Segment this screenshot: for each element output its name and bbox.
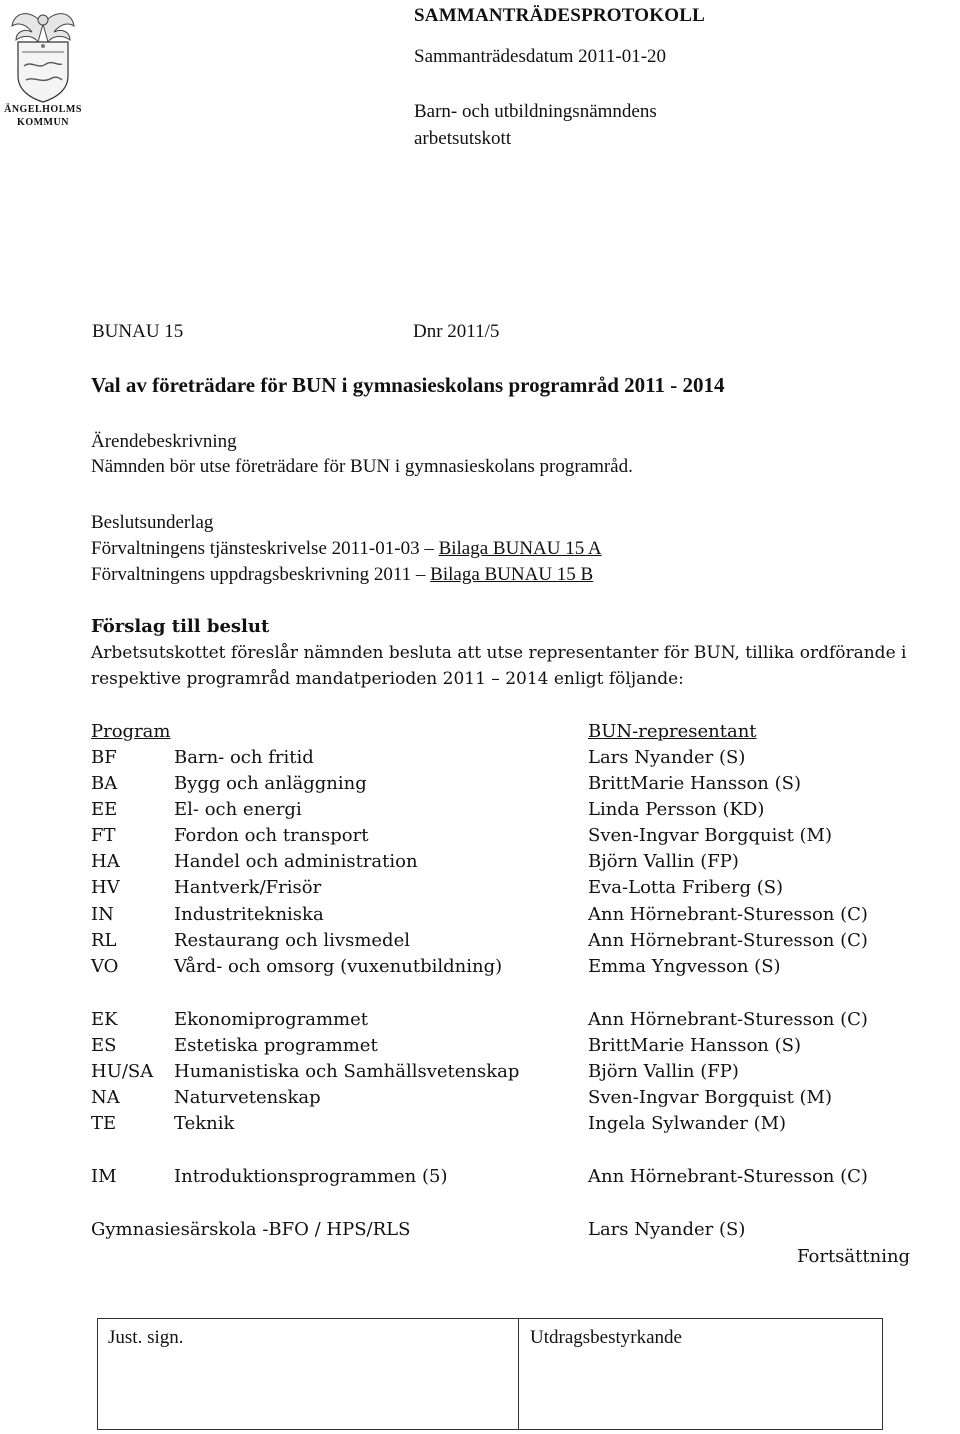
representative-name: Ingela Sylwander (M): [588, 1113, 787, 1134]
representative-name: Lars Nyander (S): [588, 747, 746, 768]
program-code: RL: [91, 930, 117, 951]
forslag-text-line2: respektive programråd mandatperioden 2011 – 2014 enligt följande:: [91, 669, 684, 689]
document-type-title: SAMMANTRÄDESPROTOKOLL: [414, 5, 705, 26]
representative-name: Ann Hörnebrant-Sturesson (C): [588, 930, 868, 951]
meeting-date: Sammanträdesdatum 2011-01-20: [414, 46, 667, 67]
representative-name: Sven-Ingvar Borgquist (M): [588, 825, 833, 846]
representative-name: Sven-Ingvar Borgquist (M): [588, 1087, 833, 1108]
program-code: BF: [91, 747, 117, 768]
program-name: Naturvetenskap: [174, 1087, 321, 1108]
program-name: Humanistiska och Samhällsvetenskap: [174, 1061, 520, 1082]
program-name: Barn- och fritid: [174, 747, 314, 768]
program-name: Vård- och omsorg (vuxenutbildning): [174, 956, 503, 977]
representative-name: Emma Yngvesson (S): [588, 956, 781, 977]
program-name: El- och energi: [174, 799, 302, 820]
representative-name: Eva-Lotta Friberg (S): [588, 877, 784, 898]
bilaga-a-link[interactable]: Bilaga BUNAU 15 A: [438, 538, 602, 559]
representative-name: Björn Vallin (FP): [588, 1061, 739, 1082]
program-name: Teknik: [174, 1113, 235, 1134]
just-sign-label: Just. sign.: [108, 1327, 184, 1348]
program-name: Restaurang och livsmedel: [174, 930, 410, 951]
forslag-text-line1: Arbetsutskottet föreslår nämnden besluta att utse representanter för BUN, tillika ordförande i: [91, 643, 907, 663]
arendebeskrivning-heading: Ärendebeskrivning: [91, 431, 237, 452]
program-name: Fordon och transport: [174, 825, 369, 846]
committee-name-line2: arbetsutskott: [414, 128, 512, 149]
signature-box-divider: [518, 1319, 519, 1429]
utdragsbestyrkande-label: Utdragsbestyrkande: [530, 1327, 682, 1348]
program-name: Introduktionsprogrammen (5): [174, 1166, 448, 1187]
paragraph-number: BUNAU 15: [92, 321, 184, 342]
program-code: BA: [91, 773, 118, 794]
program-name: Industritekniska: [174, 904, 324, 925]
program-name: Estetiska programmet: [174, 1035, 378, 1056]
logo-text: ÄNGELHOLMS KOMMUN: [4, 104, 82, 128]
program-code: HA: [91, 851, 120, 872]
column-header-representative: BUN-representant: [588, 721, 757, 742]
program-name: Gymnasiesärskola -BFO / HPS/RLS: [91, 1219, 411, 1240]
program-code: ES: [91, 1035, 117, 1056]
program-code: HV: [91, 877, 120, 898]
beslutsunderlag-item-text: Förvaltningens uppdragsbeskrivning 2011 –: [91, 564, 426, 585]
program-code: TE: [91, 1113, 117, 1134]
program-code: EK: [91, 1009, 118, 1030]
signature-box: [97, 1318, 883, 1430]
representative-name: Lars Nyander (S): [588, 1219, 746, 1240]
program-code: IM: [91, 1166, 117, 1187]
bilaga-b-link[interactable]: Bilaga BUNAU 15 B: [430, 564, 594, 585]
representative-name: Ann Hörnebrant-Sturesson (C): [588, 904, 868, 925]
forslag-heading: Förslag till beslut: [91, 616, 270, 637]
representative-name: BrittMarie Hansson (S): [588, 1035, 801, 1056]
beslutsunderlag-item: [91, 538, 602, 560]
program-name: Hantverk/Frisör: [174, 877, 322, 898]
program-name: Ekonomiprogrammet: [174, 1009, 368, 1030]
program-name: Handel och administration: [174, 851, 418, 872]
beslutsunderlag-item: [91, 564, 593, 586]
representative-name: BrittMarie Hansson (S): [588, 773, 801, 794]
arendebeskrivning-text: Nämnden bör utse företrädare för BUN i gymnasieskolans programråd.: [91, 456, 633, 477]
beslutsunderlag-heading: Beslutsunderlag: [91, 512, 214, 533]
program-code: VO: [91, 956, 119, 977]
beslutsunderlag-item-text: Förvaltningens tjänsteskrivelse 2011-01-03 –: [91, 538, 434, 559]
program-code: IN: [91, 904, 114, 925]
program-code: EE: [91, 799, 118, 820]
representative-name: Ann Hörnebrant-Sturesson (C): [588, 1166, 868, 1187]
continuation-note: Fortsättning: [797, 1246, 911, 1267]
program-name: Bygg och anläggning: [174, 773, 367, 794]
municipality-logo: [4, 6, 82, 136]
representative-name: Björn Vallin (FP): [588, 851, 739, 872]
program-code: NA: [91, 1087, 120, 1108]
representative-name: Linda Persson (KD): [588, 799, 765, 820]
diarienummer: Dnr 2011/5: [413, 321, 500, 342]
committee-name-line1: Barn- och utbildningsnämndens: [414, 101, 657, 122]
program-code: HU/SA: [91, 1061, 154, 1082]
column-header-program: Program: [91, 721, 171, 742]
representative-name: Ann Hörnebrant-Sturesson (C): [588, 1009, 868, 1030]
document-title: Val av företrädare för BUN i gymnasieskolans programråd 2011 - 2014: [91, 373, 725, 397]
program-code: FT: [91, 825, 116, 846]
